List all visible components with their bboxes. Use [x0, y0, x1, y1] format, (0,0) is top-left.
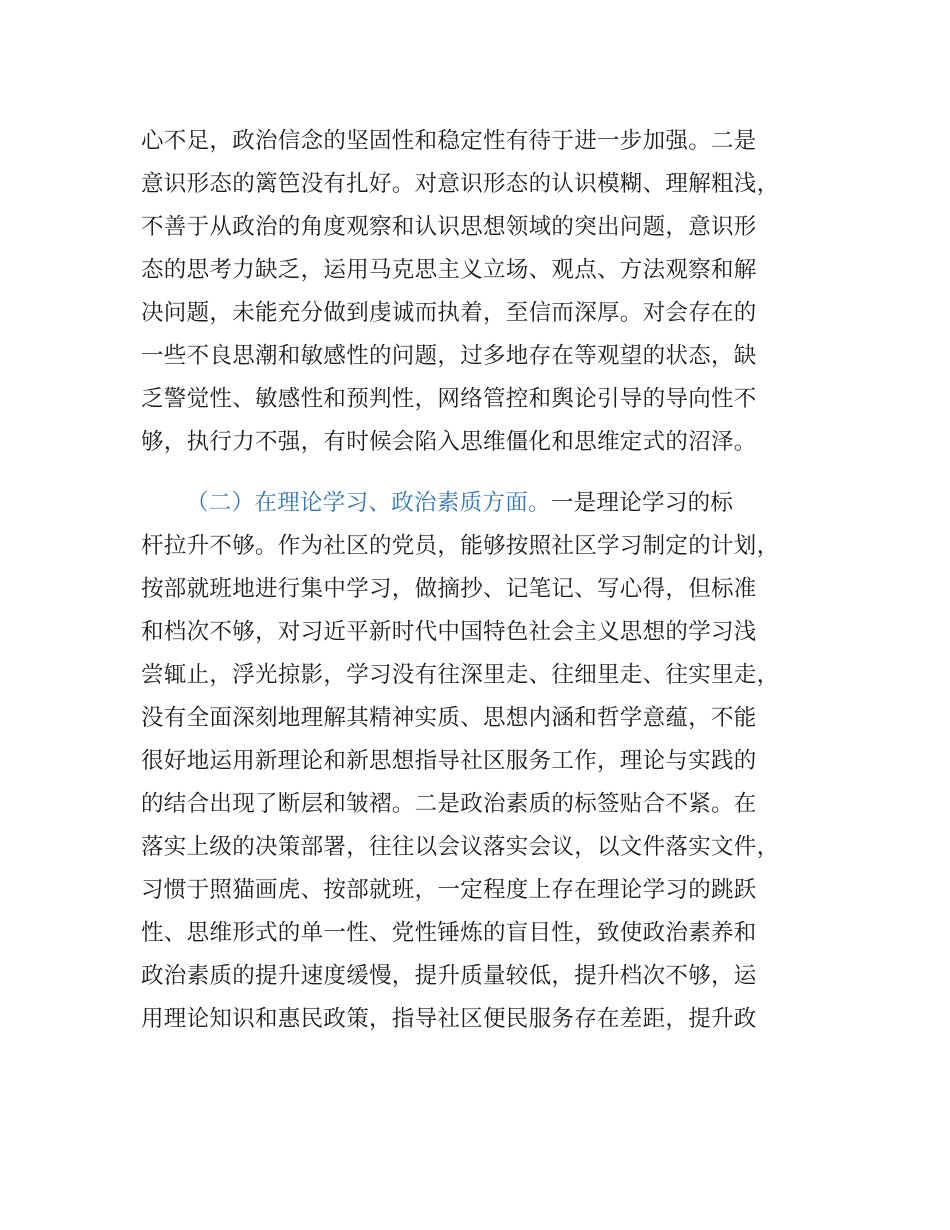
paragraph-line: 杆拉升不够。作为社区的党员，能够按照社区学习制定的计划， — [141, 533, 780, 559]
paragraph-line: 不善于从政治的角度观察和认识思想领域的突出问题，意识形 — [141, 214, 757, 240]
paragraph-line: 意识形态的篱笆没有扎好。对意识形态的认识模糊、理解粗浅， — [141, 171, 780, 197]
paragraph-first-line — [141, 482, 841, 525]
paragraph-line: 按部就班地进行集中学习，做摘抄、记笔记、写心得，但标准 — [141, 576, 757, 602]
paragraph-line: 没有全面深刻地理解其精神实质、思想内涵和哲学意蕴，不能 — [141, 705, 757, 731]
paragraph-1 — [141, 120, 841, 464]
paragraph-line: 和档次不够，对习近平新时代中国特色社会主义思想的学习浅 — [141, 619, 757, 645]
paragraph-line: 性、思维形式的单一性、党性锤炼的盲目性，致使政治素养和 — [141, 920, 757, 946]
paragraph-line: 够，执行力不强，有时候会陷入思维僵化和思维定式的沼泽。 — [141, 429, 757, 455]
paragraph-line: 落实上级的决策部署，往往以会议落实会议，以文件落实文件， — [141, 834, 780, 860]
paragraph-line: 决问题，未能充分做到虔诚而执着，至信而深厚。对会存在的 — [141, 300, 757, 326]
paragraph-line: 尝辄止，浮光掠影，学习没有往深里走、往细里走、往实里走， — [141, 662, 780, 688]
paragraph-line: 用理论知识和惠民政策，指导社区便民服务存在差距，提升政 — [141, 1006, 757, 1032]
paragraph-line: 政治素质的提升速度缓慢，提升质量较低，提升档次不够，运 — [141, 963, 757, 989]
section-heading: （二）在理论学习、政治素质方面。 — [186, 490, 551, 516]
paragraph-line: 很好地运用新理论和新思想指导社区服务工作，理论与实践的 — [141, 748, 757, 774]
paragraph-line: 乏警觉性、敏感性和预判性，网络管控和舆论引导的导向性不 — [141, 386, 757, 412]
paragraph-line: 心不足，政治信念的坚固性和稳定性有待于进一步加强。二是 — [141, 128, 757, 154]
paragraph-2 — [141, 482, 841, 1041]
paragraph-line: 态的思考力缺乏，运用马克思主义立场、观点、方法观察和解 — [141, 257, 757, 283]
paragraph-line: 习惯于照猫画虎、按部就班，一定程度上存在理论学习的跳跃 — [141, 877, 757, 903]
paragraph-line: 的结合出现了断层和皱褶。二是政治素质的标签贴合不紧。在 — [141, 791, 757, 817]
paragraph-line: 一些不良思潮和敏感性的问题，过多地存在等观望的状态，缺 — [141, 343, 757, 369]
first-line-text: 一是理论学习的标 — [550, 490, 734, 516]
